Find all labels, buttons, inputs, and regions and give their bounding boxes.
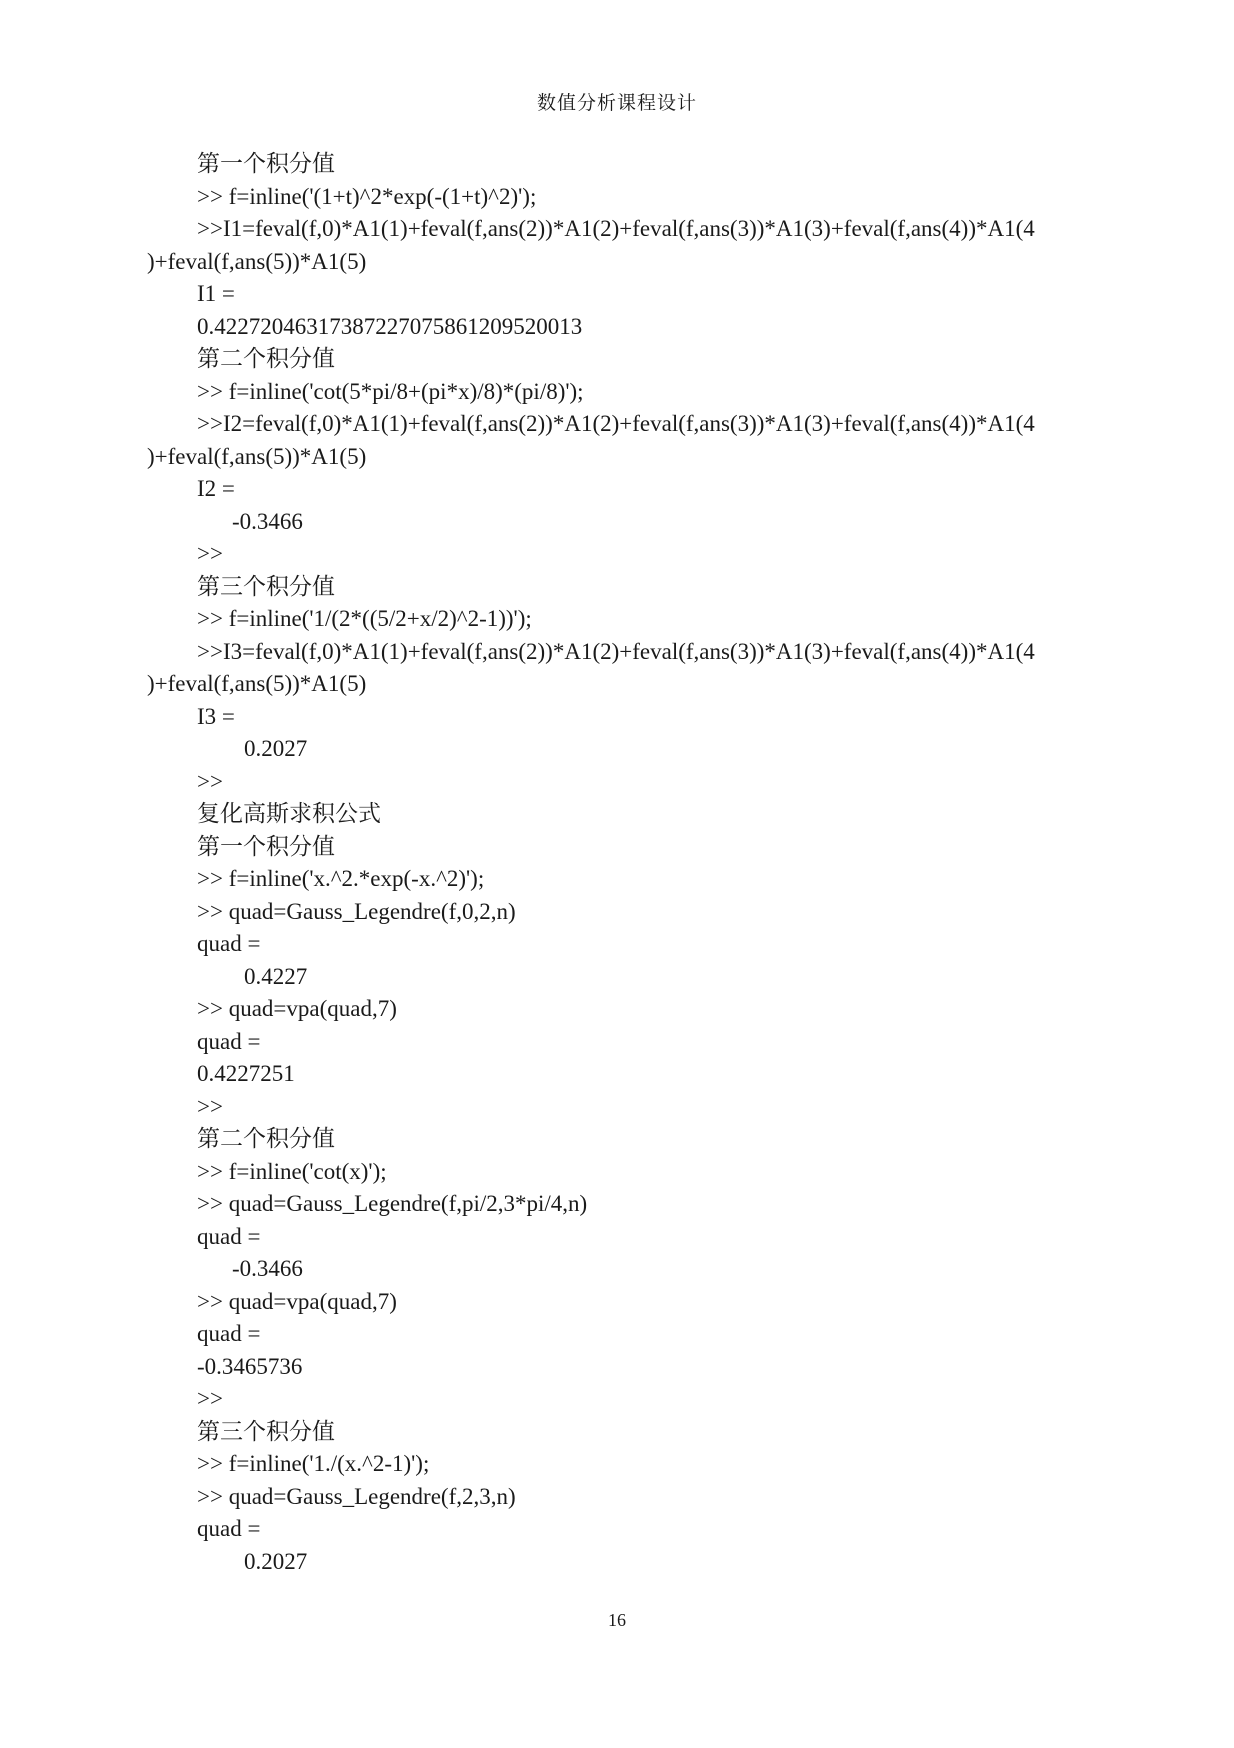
text-line: >> — [197, 768, 223, 794]
text-line: >> f=inline('cot(x)'); — [197, 1158, 387, 1184]
text-line: -0.3465736 — [197, 1353, 303, 1379]
text-line: 第三个积分值 — [197, 1418, 335, 1444]
text-line: >> quad=vpa(quad,7) — [197, 996, 397, 1021]
text-line: 0.42272046317387227075861209520013 — [197, 313, 583, 339]
text-line: 第二个积分值 — [197, 346, 335, 371]
document-body — [147, 148, 1107, 1578]
text-line: >> — [197, 1093, 223, 1119]
text-line: quad = — [197, 931, 261, 956]
text-line: )+feval(f,ans(5))*A1(5) — [147, 443, 367, 469]
text-line: >> f=inline('x.^2.*exp(-x.^2)'); — [197, 866, 485, 891]
text-line: >> quad=Gauss_Legendre(f,0,2,n) — [197, 898, 516, 924]
text-line: >> f=inline('cot(5*pi/8+(pi*x)/8)*(pi/8)'); — [197, 378, 584, 404]
text-line: I2 = — [197, 476, 235, 501]
text-line: 第一个积分值 — [197, 151, 335, 176]
text-line: 0.4227 — [244, 963, 308, 989]
text-line: >>I3=feval(f,0)*A1(1)+feval(f,ans(2))*A1(2)+feval(f,ans(3))*A1(3)+feval(f,ans(4))*A1(4 — [197, 638, 1035, 664]
text-line: 第三个积分值 — [197, 573, 335, 599]
text-line: 0.4227251 — [197, 1061, 295, 1086]
page-number: 16 — [608, 1610, 626, 1630]
text-line: )+feval(f,ans(5))*A1(5) — [147, 671, 367, 696]
text-line: 0.2027 — [244, 1548, 308, 1574]
text-line: 0.2027 — [244, 736, 308, 761]
text-line: -0.3466 — [232, 1256, 303, 1281]
text-line: 复化高斯求积公式 — [197, 801, 381, 826]
text-line: I1 = — [197, 281, 235, 306]
text-line: -0.3466 — [232, 508, 303, 534]
text-line: quad = — [197, 1223, 261, 1249]
text-line: >> f=inline('(1+t)^2*exp(-(1+t)^2)'); — [197, 183, 537, 209]
text-line: >> quad=Gauss_Legendre(f,2,3,n) — [197, 1483, 516, 1509]
text-line: 第二个积分值 — [197, 1126, 335, 1151]
text-line: >> — [197, 1386, 223, 1411]
text-line: >> f=inline('1/(2*((5/2+x/2)^2-1))'); — [197, 606, 532, 631]
text-line: I3 = — [197, 703, 235, 729]
text-line: )+feval(f,ans(5))*A1(5) — [147, 248, 367, 274]
text-line: >> — [197, 541, 223, 566]
text-line: quad = — [197, 1028, 261, 1054]
page-header-title: 数值分析课程设计 — [536, 93, 697, 114]
text-line: >>I2=feval(f,0)*A1(1)+feval(f,ans(2))*A1(2)+feval(f,ans(3))*A1(3)+feval(f,ans(4))*A1(4 — [197, 411, 1035, 436]
text-line: >>I1=feval(f,0)*A1(1)+feval(f,ans(2))*A1(2)+feval(f,ans(3))*A1(3)+feval(f,ans(4))*A1(4 — [197, 216, 1035, 241]
text-line: quad = — [197, 1321, 261, 1346]
text-line: quad = — [197, 1516, 261, 1541]
text-line: >> f=inline('1./(x.^2-1)'); — [197, 1451, 430, 1476]
text-line: 第一个积分值 — [197, 833, 335, 859]
text-line: >> quad=Gauss_Legendre(f,pi/2,3*pi/4,n) — [197, 1191, 588, 1216]
text-line: >> quad=vpa(quad,7) — [197, 1288, 397, 1314]
